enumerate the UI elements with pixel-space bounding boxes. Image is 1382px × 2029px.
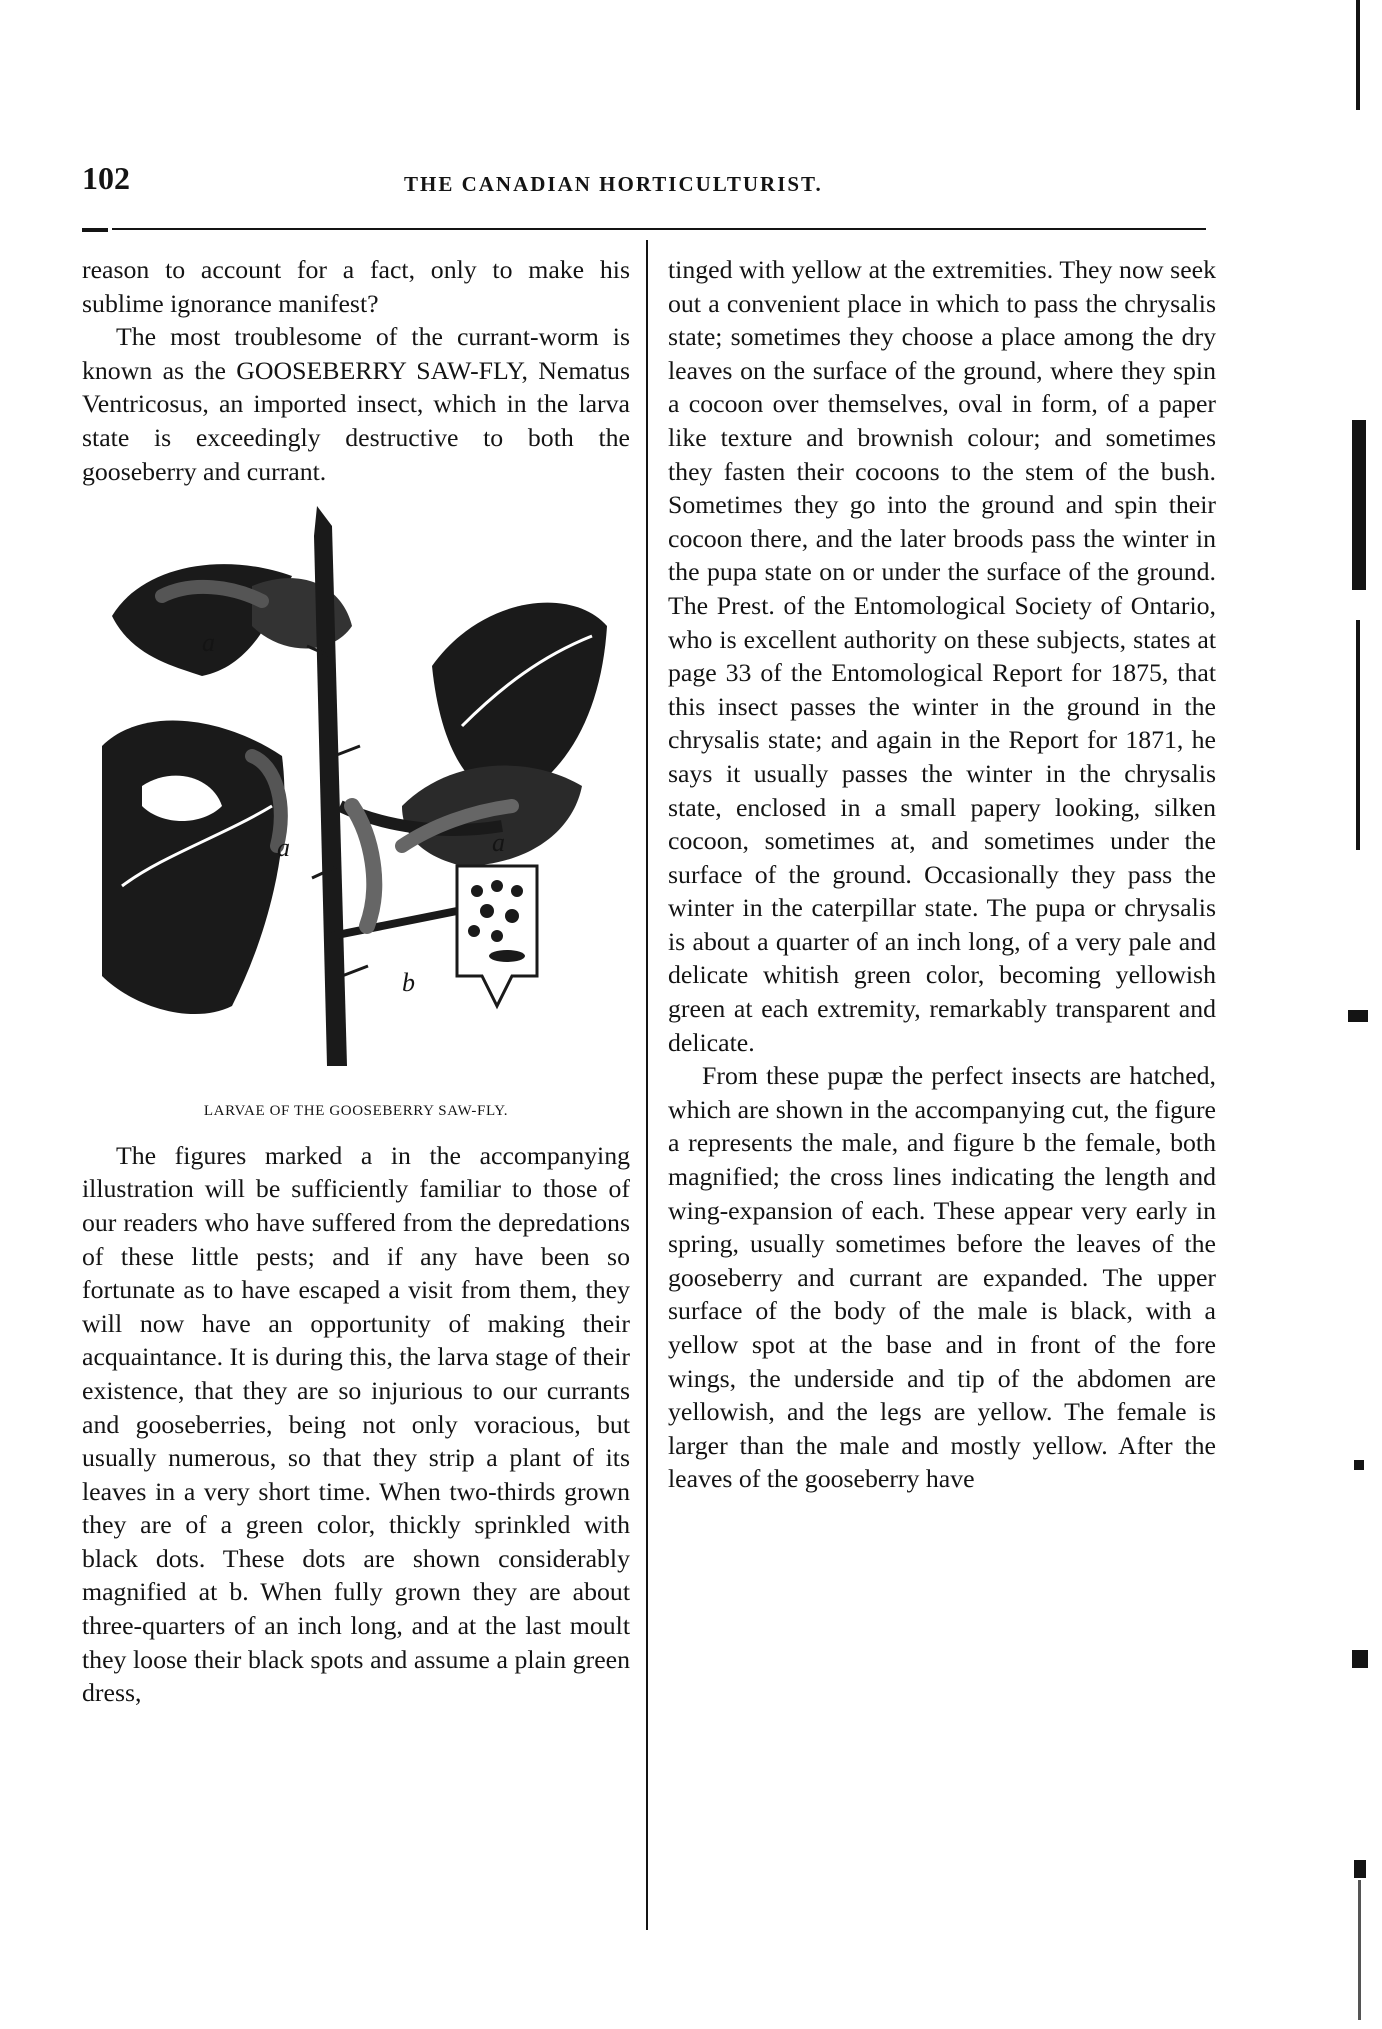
label-a-right: a (492, 828, 505, 858)
right-column (668, 253, 1216, 1496)
label-b: b (402, 968, 415, 998)
left-paragraph-3: The figures marked a in the accompanying illustration will be sufficiently familiar to those of our readers who have suffered from the depredations of these little pests; and if any have been so fortunate as to have escaped a visit from them, they will now have an opportunity of making their acquaintance. It is during this, the larva stage of their existence, that they are so injurious to our currants and gooseberries, being not only voracious, but usually numerous, so that they strip a plant of its leaves in a very short time. When two-thirds grown they are of a green color, thickly sprinkled with black dots. These dots are shown considerably magnified at b. When fully grown they are about three-quarters of an inch long, and at the last moult they loose their black spots and assume a plain green dress, (82, 1140, 630, 1708)
left-paragraph-2: The most troublesome of the currant-worm is known as the GOOSEBERRY SAW-FLY, Nematus Ventricosus, an imported insect, which in the larva state is exceedingly destructive to both the gooseberry and currant. (82, 322, 630, 486)
header-rule (112, 228, 1206, 230)
figure-caption: LARVAE OF THE GOOSEBERRY SAW-FLY. (203, 1103, 509, 1120)
page-number: 102 (82, 160, 130, 196)
right-paragraph-2: From these pupæ the perfect insects are hatched, which are shown in the accompanying cut, the figure a represents the male, and figure b the female, both magnified; the cross lines indicating the length and wing-expansion of each. These appear very early in spring, usually sometimes before the leaves of the gooseberry and currant are expanded. The upper surface of the body of the male is black, with a yellow spot at the base and in front of the fore wings, the underside and tip of the abdomen are yellowish, and the legs are yellow. The female is larger than the male and mostly yellow. After the leaves of the gooseberry have (668, 1061, 1216, 1494)
column-divider (646, 240, 648, 1930)
running-title: THE CANADIAN HORTICULTURIST. (404, 172, 823, 196)
right-paragraph-1: tinged with yellow at the extremities. They now seek out a convenient place in which to pass the chrysalis state; sometimes they choose a place among the dry leaves on the surface of the ground, where they spin a cocoon over themselves, oval in form, of a paper like texture and brownish colour; and sometimes they fasten their cocoons to the stem of the bush. Sometimes they go into the ground and spin their cocoon there, and the later broods pass the winter in the pupa state on or under the surface of the ground. The Prest. of the Entomological Society of Ontario, who is excellent authority on these subjects, states at page 33 of the Entomological Report for 1875, that this insect passes the winter in the ground in the chrysalis state; and again in the Report for 1871, he says it usually passes the winter in the chrysalis state, enclosed in a small papery looking, silken cocoon, sometimes at, and sometimes under the surface of the ground. Occasionally they pass the winter in the caterpillar state. The pupa or chrysalis is about a quarter of an inch long, of a very pale and delicate whitish green color, becoming yellowish green at each extremity, remarkably transparent and delicate. (668, 255, 1216, 1057)
left-column (82, 253, 630, 1710)
label-a-middle: a (277, 833, 290, 863)
header-rule-left (82, 228, 108, 232)
scan-edge-marks (1322, 0, 1382, 2029)
sawfly-larvae-illustration (82, 506, 630, 1091)
label-a-upper: a (202, 628, 215, 658)
gooseberry-branch-engraving (102, 506, 612, 1091)
left-paragraph-1: reason to account for a fact, only to make his sublime ignorance manifest? (82, 255, 630, 318)
